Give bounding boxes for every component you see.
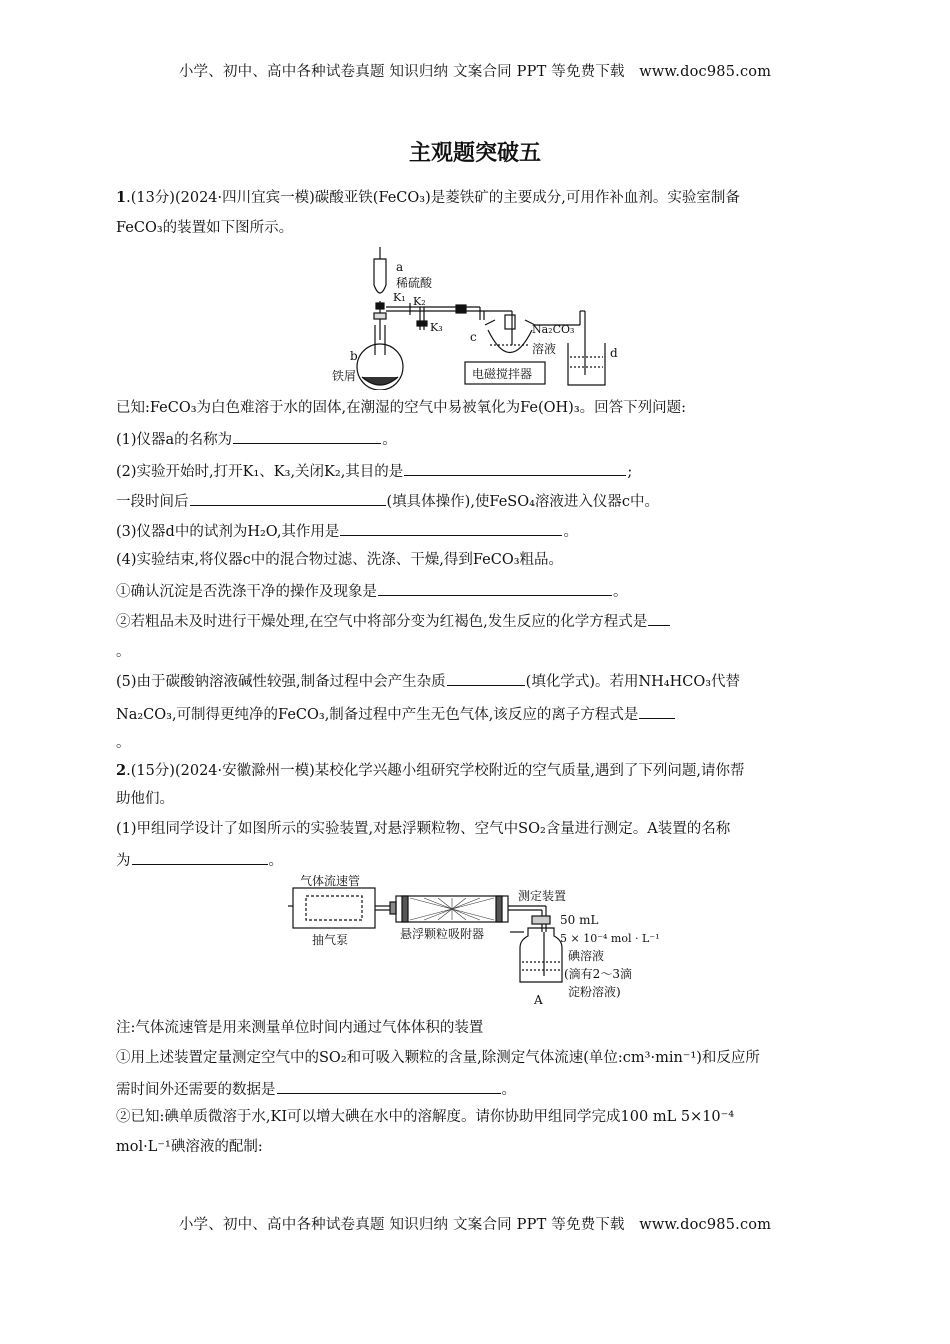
q2-sub1: ①用上述装置定量测定空气中的SO₂和可吸入颗粒的含量,除测定气体流速(单位:cm³·min⁻¹)和反应所 bbox=[116, 1050, 760, 1066]
q2-intro-line2: 助他们。 bbox=[116, 791, 174, 807]
wash-bottle-a bbox=[520, 928, 562, 982]
flow-tube-box bbox=[293, 888, 375, 928]
q1-known: 已知:FeCO₃为白色难溶于水的固体,在潮湿的空气中易被氧化为Fe(OH)₃。回答下列问题: bbox=[116, 400, 687, 416]
answer-blank[interactable] bbox=[340, 520, 562, 536]
label-k3: K₃ bbox=[430, 321, 443, 334]
q1-part4-2: ②若粗品未及时进行干燥处理,在空气中将部分变为红褐色,发生反应的化学方程式是 bbox=[116, 610, 671, 632]
q1-apparatus-figure bbox=[330, 245, 630, 390]
q2-number: 2 bbox=[116, 762, 127, 779]
q1-part2-cont: 一段时间后 (填具体操作),使FeSO₄溶液进入仪器c中。 bbox=[116, 490, 659, 512]
q2-part1-cont: 为 。 bbox=[116, 849, 283, 871]
header-url[interactable]: www.doc985.com bbox=[639, 64, 772, 80]
q1-part4: (4)实验结束,将仪器c中的混合物过滤、洗涤、干燥,得到FeCO₃粗品。 bbox=[116, 552, 564, 568]
answer-blank[interactable] bbox=[132, 849, 268, 865]
label-k2: K₂ bbox=[413, 295, 426, 308]
page-title: 主观题突破五 bbox=[408, 141, 541, 166]
separatory-funnel bbox=[374, 247, 386, 317]
q2-intro-line1: 2.(15分)(2024·安徽滁州一模)某校化学兴趣小组研究学校附近的空气质量,遇到了下列问题,请你帮 bbox=[116, 762, 745, 779]
label-pump: 抽气泵 bbox=[312, 933, 349, 947]
label-d: d bbox=[610, 346, 618, 360]
answer-blank[interactable] bbox=[447, 670, 525, 686]
q1-intro-line2: FeCO₃的装置如下图所示。 bbox=[116, 220, 294, 236]
answer-blank[interactable] bbox=[639, 703, 675, 719]
q2-apparatus-figure bbox=[288, 872, 678, 1010]
answer-blank[interactable] bbox=[404, 460, 626, 476]
q1-part2: (2)实验开始时,打开K₁、K₃,关闭K₂,其目的是 ; bbox=[116, 460, 632, 482]
label-stirrer: 电磁搅拌器 bbox=[472, 367, 533, 381]
label-iodine: 碘溶液 bbox=[568, 949, 605, 963]
q2-sub2: ②已知:碘单质微溶于水,KI可以增大碘在水中的溶解度。请你协助甲组同学完成100 mL 5×10⁻⁴ bbox=[116, 1109, 735, 1125]
q1-part5-end: 。 bbox=[116, 735, 131, 751]
q1-part4-2-end: 。 bbox=[116, 644, 131, 660]
label-a: a bbox=[396, 260, 404, 274]
answer-blank[interactable] bbox=[233, 428, 381, 444]
q1-part1: (1)仪器a的名称为 。 bbox=[116, 428, 397, 450]
q1-part3: (3)仪器d中的试剂为H₂O,其作用是 。 bbox=[116, 520, 578, 542]
q1-part4-1: ①确认沉淀是否洗涤干净的操作及现象是 。 bbox=[116, 580, 628, 602]
q1-number: 1 bbox=[116, 189, 127, 206]
label-note2: 淀粉溶液) bbox=[568, 985, 621, 999]
label-device: 测定装置 bbox=[518, 889, 567, 903]
label-flow-tube: 气体流速管 bbox=[300, 874, 361, 888]
label-b: b bbox=[350, 349, 358, 363]
q1-intro-line1: 1.(13分)(2024·四川宜宾一模)碳酸亚铁(FeCO₃)是菱铁矿的主要成分,可用作补血剂。实验室制备 bbox=[116, 189, 740, 206]
page-header bbox=[0, 60, 950, 81]
label-c: c bbox=[470, 330, 477, 344]
answer-blank[interactable] bbox=[648, 610, 670, 626]
label-volume: 50 mL bbox=[560, 913, 599, 927]
answer-blank[interactable] bbox=[277, 1078, 501, 1094]
q1-part5-cont: Na₂CO₃,可制得更纯净的FeCO₃,制备过程中产生无色气体,该反应的离子方程式是 bbox=[116, 703, 676, 725]
label-concentration: 5 × 10⁻⁴ mol · L⁻¹ bbox=[560, 932, 660, 945]
label-adsorber: 悬浮颗粒吸附器 bbox=[400, 927, 485, 941]
label-iron: 铁屑 bbox=[332, 369, 357, 383]
q2-sub1-cont: 需时间外还需要的数据是 。 bbox=[116, 1078, 516, 1100]
beaker-d bbox=[568, 343, 605, 385]
label-acid: 稀硫酸 bbox=[396, 276, 433, 290]
answer-blank[interactable] bbox=[190, 490, 386, 506]
q2-note: 注:气体流速管是用来测量单位时间内通过气体体积的装置 bbox=[116, 1020, 484, 1036]
header-text: 小学、初中、高中各种试卷真题 知识归纳 文案合同 PPT 等免费下载 bbox=[178, 64, 625, 80]
q1-part5: (5)由于碳酸钠溶液碱性较强,制备过程中会产生杂质 (填化学式)。若用NH₄HCO₃代替 bbox=[116, 670, 740, 692]
label-k1: K₁ bbox=[393, 291, 406, 304]
label-A: A bbox=[534, 993, 543, 1007]
page-footer bbox=[0, 1213, 950, 1234]
answer-blank[interactable] bbox=[378, 580, 612, 596]
q2-part1: (1)甲组同学设计了如图所示的实验装置,对悬浮颗粒物、空气中SO₂含量进行测定。A装置的名称 bbox=[116, 821, 731, 837]
label-note1: (滴有2～3滴 bbox=[564, 967, 632, 981]
footer-text: 小学、初中、高中各种试卷真题 知识归纳 文案合同 PPT 等免费下载 bbox=[178, 1217, 625, 1233]
label-na2co3: Na₂CO₃ bbox=[532, 323, 575, 336]
footer-url[interactable]: www.doc985.com bbox=[639, 1217, 772, 1233]
label-solution: 溶液 bbox=[532, 342, 557, 356]
q2-sub2-cont: mol·L⁻¹碘溶液的配制: bbox=[116, 1139, 263, 1155]
